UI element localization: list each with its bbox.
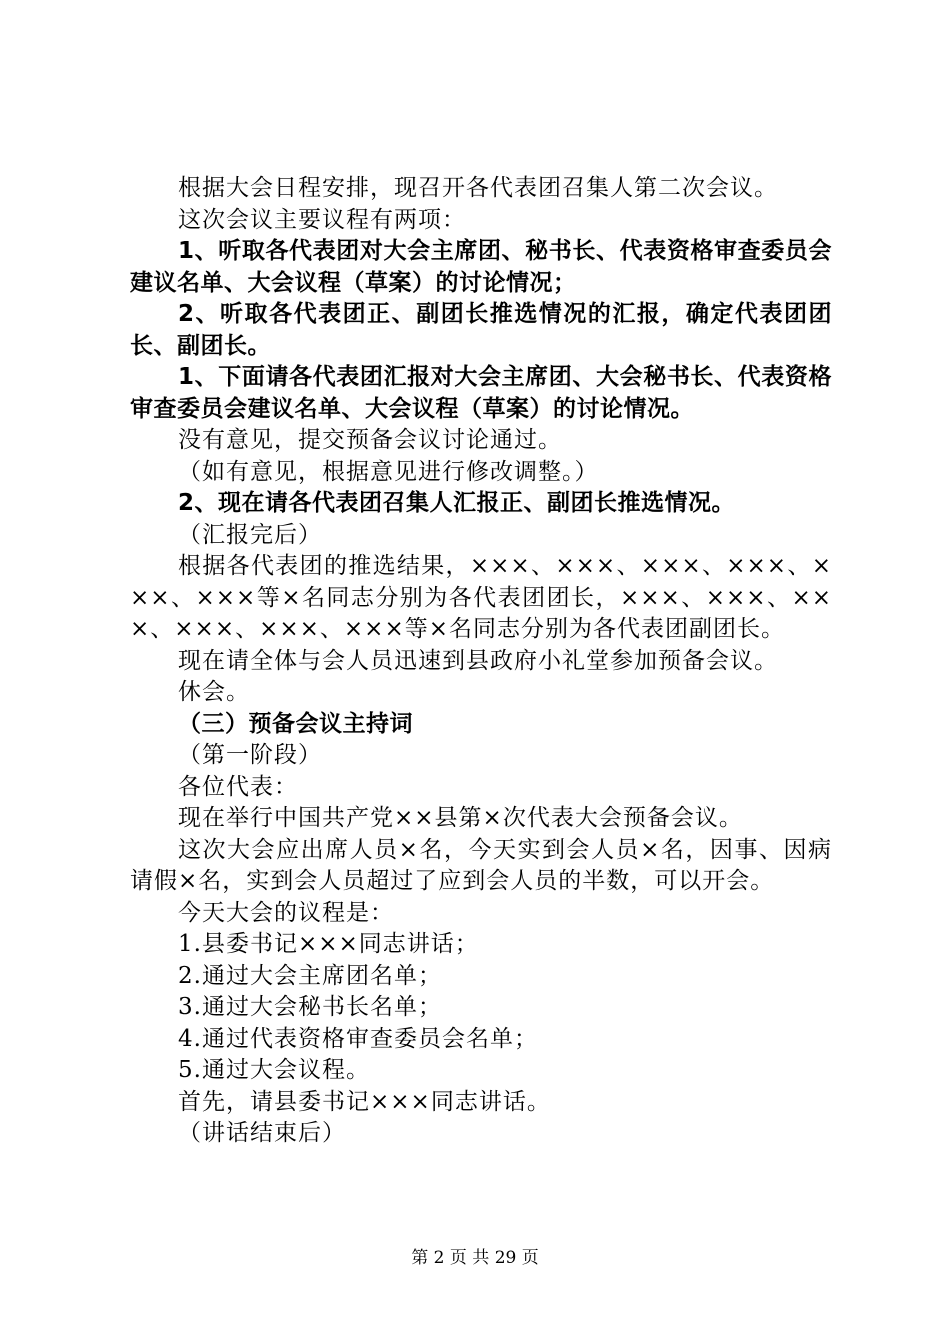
paragraph: 这次大会应出席人员×名，今天实到会人员×名，因事、因病请假×名，实到会人员超过了应到会人员的半数，可以开会。 — [130, 836, 832, 894]
agenda-list-item: 4.通过代表资格审查委员会名单； — [178, 1025, 538, 1052]
page-number-footer: 第 2 页 共 29 页 — [411, 1248, 539, 1268]
section-heading: （三）预备会议主持词 — [178, 710, 413, 737]
agenda-list-item: 2.通过大会主席团名单； — [178, 962, 442, 989]
paragraph: 今天大会的议程是： — [178, 899, 394, 926]
paragraph: 没有意见，提交预备会议讨论通过。 — [178, 427, 562, 453]
document-body — [130, 173, 832, 1150]
paragraph: （如有意见，根据意见进行修改调整。） — [178, 458, 599, 485]
paragraph: 现在举行中国共产党××县第×次代表大会预备会议。 — [178, 805, 743, 831]
agenda-list-item: 5.通过大会议程。 — [178, 1057, 370, 1083]
paragraph: 休会。 — [178, 679, 250, 705]
paragraph: （讲话结束后） — [178, 1120, 346, 1146]
paragraph: 根据大会日程安排，现召开各代表团召集人第二次会议。 — [178, 175, 778, 201]
agenda-item-heading: 2、现在请各代表团召集人汇报正、副团长推选情况。 — [178, 490, 736, 516]
agenda-item-heading: 2、听取各代表团正、副团长推选情况的汇报，确定代表团团长、副团长。 — [130, 301, 832, 359]
agenda-list-item: 1.县委书记×××同志讲话； — [178, 931, 479, 957]
paragraph: 现在请全体与会人员迅速到县政府小礼堂参加预备会议。 — [178, 647, 778, 674]
agenda-item-heading: 1、听取各代表团对大会主席团、秘书长、代表资格审查委员会建议名单、大会议程（草案）的讨论情况； — [130, 238, 832, 296]
paragraph: 这次会议主要议程有两项： — [178, 206, 466, 233]
paragraph: 各位代表： — [178, 773, 298, 800]
agenda-list-item: 3.通过大会秘书长名单； — [178, 994, 442, 1020]
agenda-item-heading: 1、下面请各代表团汇报对大会主席团、大会秘书长、代表资格审查委员会建议名单、大会议程（草案）的讨论情况。 — [130, 364, 832, 422]
paragraph: 首先，请县委书记×××同志讲话。 — [178, 1088, 551, 1115]
paragraph: （汇报完后） — [178, 521, 322, 548]
paragraph: 根据各代表团的推选结果，×××、×××、×××、×××、×××、×××等×名同志分别为各代表团团长，×××、×××、×××、×××、×××、×××等×名同志分别为各代表团副团长。 — [130, 553, 832, 642]
paragraph: （第一阶段） — [178, 742, 322, 768]
